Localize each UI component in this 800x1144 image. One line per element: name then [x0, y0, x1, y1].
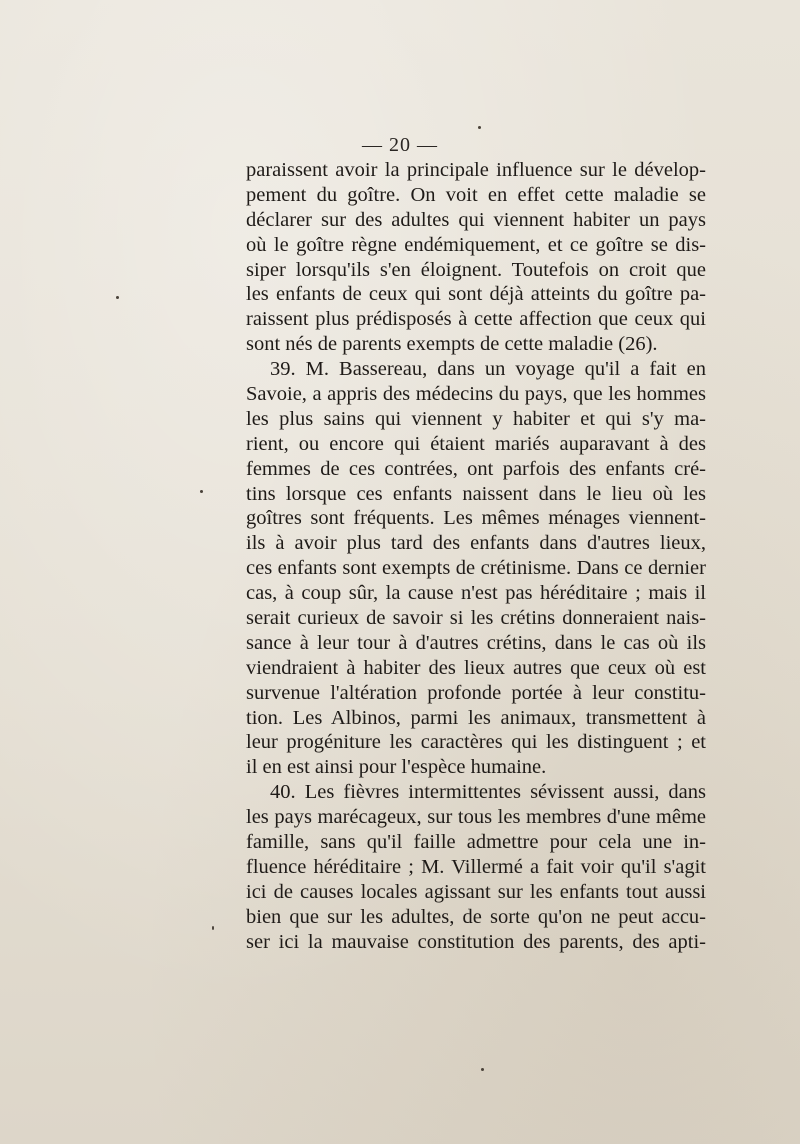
text-line: femmes de ces contrées, ont parfois des enfants cré-: [246, 457, 706, 480]
paragraph-39-start: 39. M. Bassereau, dans un voyage qu'il a fait en: [270, 358, 706, 381]
paper-speck: [116, 296, 119, 299]
page-number: — 20 —: [362, 134, 438, 156]
text-line: bien que sur les adultes, de sorte qu'on ne peut accu-: [246, 905, 706, 928]
text-line: survenue l'altération profonde portée à leur constitu-: [246, 681, 706, 704]
text-line: ser ici la mauvaise constitution des parents, des apti-: [246, 930, 706, 953]
text-line: tins lorsque ces enfants naissent dans le lieu où les: [246, 482, 706, 505]
text-line: cas, à coup sûr, la cause n'est pas héréditaire ; mais il: [246, 582, 706, 605]
text-line: tion. Les Albinos, parmi les animaux, transmettent à: [246, 706, 706, 729]
text-line: siper lorsqu'ils s'en éloignent. Toutefois on croit que: [246, 258, 706, 281]
paragraph-40-start: 40. Les fièvres intermittentes sévissent aussi, dans: [270, 781, 706, 804]
paper-speck: [481, 1068, 484, 1071]
text-line: ils à avoir plus tard des enfants dans d'autres lieux,: [246, 532, 706, 555]
text-line: rient, ou encore qui étaient mariés auparavant à des: [246, 432, 706, 455]
text-line: ces enfants sont exempts de crétinisme. Dans ce dernier: [246, 557, 706, 580]
text-line: viendraient à habiter des lieux autres que ceux où est: [246, 656, 706, 679]
paper-speck: [478, 126, 481, 129]
paper-speck: [200, 490, 203, 493]
text-line: il en est ainsi pour l'espèce humaine.: [246, 756, 547, 779]
text-line: déclarer sur des adultes qui viennent habiter un pays: [246, 208, 706, 231]
paper-speck: [212, 926, 214, 930]
text-line: leur progéniture les caractères qui les distinguent ; et: [246, 731, 706, 754]
text-line: où le goître règne endémiquement, et ce goître se dis-: [246, 233, 706, 256]
body-text: [246, 158, 706, 955]
text-line: serait curieux de savoir si les crétins donneraient nais-: [246, 607, 706, 630]
text-line: sont nés de parents exempts de cette maladie (26).: [246, 333, 658, 356]
text-line: les pays marécageux, sur tous les membres d'une même: [246, 806, 706, 829]
text-line: fluence héréditaire ; M. Villermé a fait voir qu'il s'agit: [246, 855, 706, 878]
text-line: Savoie, a appris des médecins du pays, que les hommes: [246, 383, 706, 406]
text-line: ici de causes locales agissant sur les enfants tout aussi: [246, 880, 706, 903]
text-line: raissent plus prédisposés à cette affection que ceux qui: [246, 308, 706, 331]
text-line: famille, sans qu'il faille admettre pour cela une in-: [246, 831, 706, 854]
text-line: goîtres sont fréquents. Les mêmes ménages viennent-: [246, 507, 706, 530]
text-line: sance à leur tour à d'autres crétins, dans le cas où ils: [246, 631, 706, 654]
text-line: les plus sains qui viennent y habiter et qui s'y ma-: [246, 407, 706, 430]
text-line: les enfants de ceux qui sont déjà atteints du goître pa-: [246, 283, 706, 306]
text-line: pement du goître. On voit en effet cette maladie se: [246, 183, 706, 206]
text-line: paraissent avoir la principale influence sur le dévelop-: [246, 159, 706, 181]
